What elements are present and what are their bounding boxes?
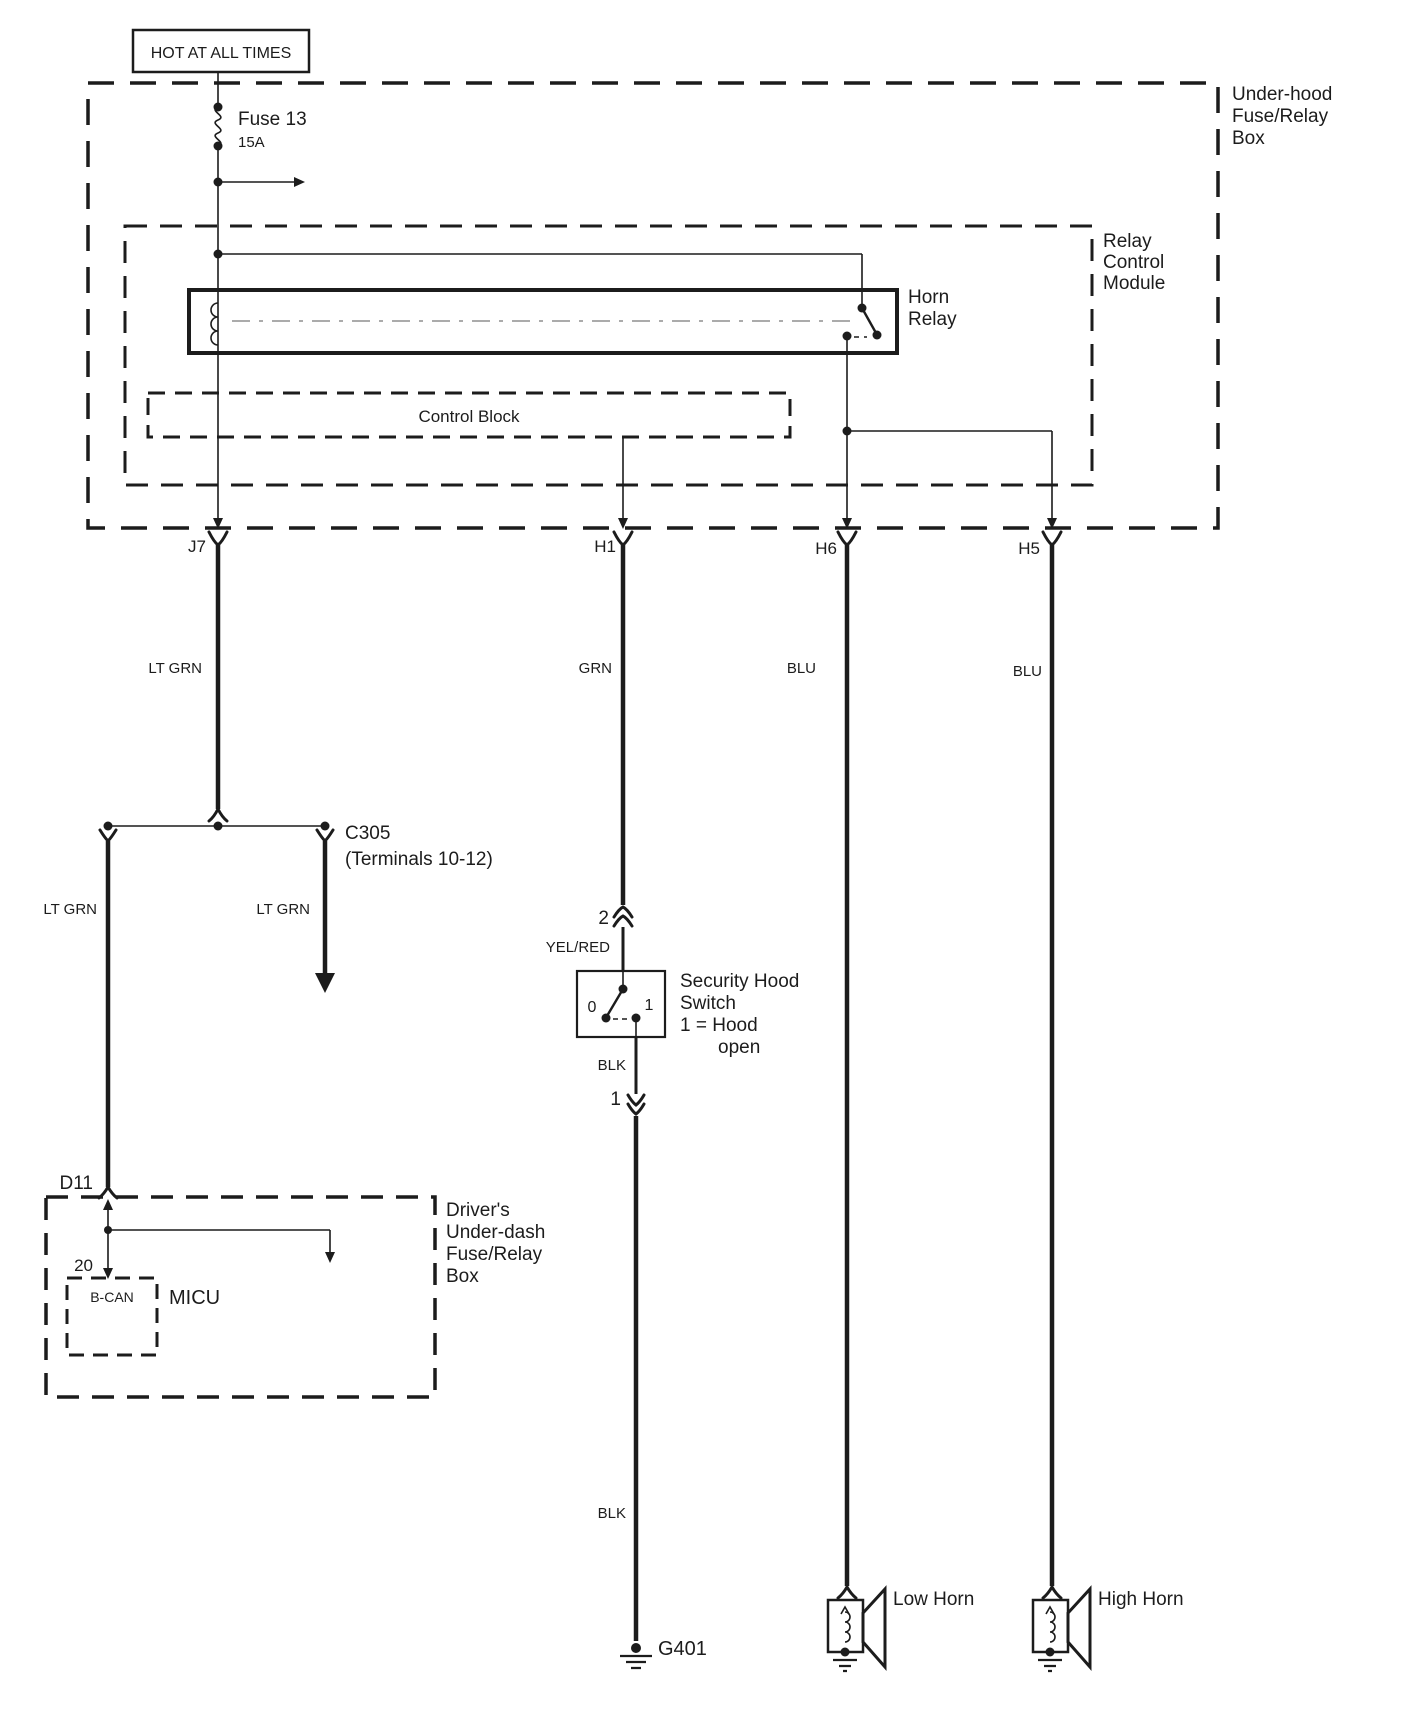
- c305-top-connector-icon: [209, 809, 227, 821]
- fuse-symbol: [215, 107, 221, 146]
- wire-to-relay-contact: [218, 254, 862, 304]
- relay-module-label-line2: Control: [1103, 252, 1165, 273]
- low-horn-circuit: [787, 545, 975, 1671]
- bcan-label: B-CAN: [90, 1289, 134, 1305]
- micu-pin-label: 20: [74, 1256, 93, 1275]
- horn-relay-label-line1: Horn: [908, 287, 950, 308]
- h1-connector-icon: [614, 532, 632, 545]
- wire-label-h5: BLU: [1012, 663, 1042, 680]
- low-horn-coil: [845, 1612, 850, 1642]
- underdash-right-down-arrow: [325, 1252, 335, 1263]
- wire-label-j7: LT GRN: [148, 660, 202, 677]
- wire-label-switch-out: BLK: [597, 1057, 626, 1074]
- high-horn-ground-dot: [1046, 1648, 1055, 1657]
- wire-label-c305-right: LT GRN: [256, 901, 310, 918]
- c305-right-branch-arrow: [315, 973, 335, 993]
- relay-module-label-line1: Relay: [1103, 231, 1152, 252]
- low-horn-label: Low Horn: [893, 1589, 975, 1610]
- wire-label-switch-in: YEL/RED: [545, 939, 610, 956]
- micu-label: MICU: [169, 1287, 221, 1309]
- underhood-fuse-relay-box: [88, 83, 1332, 528]
- high-horn-label: High Horn: [1098, 1589, 1184, 1610]
- hood-switch-label-line1: Security Hood: [680, 971, 800, 992]
- h1-label: H1: [594, 537, 616, 556]
- j7-connector-icon: [209, 532, 227, 545]
- j7-wire-run: [43, 545, 492, 1187]
- switch-pin-in-label: 2: [598, 908, 609, 929]
- h6-label: H6: [815, 539, 837, 558]
- underdash-internal-wires: [108, 1208, 330, 1268]
- relay-module-outline: [125, 226, 1092, 485]
- low-horn-connector-icon: [838, 1587, 856, 1598]
- relay-control-module-box: [125, 226, 1165, 485]
- relay-module-label-line3: Module: [1103, 273, 1166, 294]
- switch-pos0-label: 0: [587, 999, 597, 1016]
- high-horn-connector-icon: [1043, 1587, 1061, 1598]
- wire-horn-split: [847, 431, 1052, 524]
- switch-arm: [607, 989, 623, 1016]
- horn-relay-label-line2: Relay: [908, 309, 957, 330]
- d11-label: D11: [59, 1173, 93, 1194]
- switch-pin-out-label: 1: [610, 1089, 621, 1110]
- power-feed: [133, 30, 309, 524]
- underdash-label-line3: Fuse/Relay: [446, 1244, 543, 1265]
- underdash-junction-dot: [104, 1226, 112, 1234]
- c305-terminals-label: (Terminals 10-12): [345, 849, 493, 870]
- underhood-box-label-line3: Box: [1232, 128, 1265, 149]
- hot-at-all-times-label: HOT AT ALL TIMES: [150, 45, 292, 62]
- switch-out-connector-icon: [628, 1095, 644, 1114]
- high-horn-coil: [1050, 1612, 1055, 1642]
- wire-label-h1: GRN: [578, 660, 612, 677]
- high-horn-flare-icon: [1068, 1589, 1090, 1667]
- underhood-box-label-line1: Under-hood: [1232, 84, 1333, 105]
- c305-right-dot: [321, 822, 330, 831]
- g401-label: G401: [658, 1638, 707, 1660]
- low-horn-ground-dot: [841, 1648, 850, 1657]
- low-horn-ground-icon: [833, 1660, 857, 1671]
- switch-pos1-label: 1: [644, 997, 654, 1014]
- wire-label-c305-left: LT GRN: [43, 901, 97, 918]
- high-horn-ground-icon: [1038, 1660, 1062, 1671]
- fuse-rating-label: 15A: [238, 134, 265, 151]
- hood-switch-label-line2: Switch: [680, 993, 736, 1014]
- underhood-box-label-line2: Fuse/Relay: [1232, 106, 1329, 127]
- control-block: [148, 393, 790, 524]
- high-horn-circuit: [1013, 545, 1184, 1671]
- fuse-name-label: Fuse 13: [238, 109, 307, 130]
- g401-ground-dot: [631, 1643, 641, 1653]
- h6-connector-icon: [838, 532, 856, 545]
- h5-label: H5: [1018, 539, 1040, 558]
- hood-switch-circuit: [546, 545, 800, 1668]
- control-block-label: Control Block: [418, 407, 520, 426]
- underdash-label-line1: Driver's: [446, 1200, 510, 1221]
- horn-relay: [189, 250, 1052, 525]
- h5-connector-icon: [1043, 532, 1061, 545]
- hood-switch-label-line3: 1 = Hood: [680, 1015, 758, 1036]
- switch-pos0-contact: [602, 1014, 611, 1023]
- relay-switch-arm: [862, 308, 876, 333]
- c305-label: C305: [345, 823, 391, 844]
- wire-label-ground-run: BLK: [597, 1505, 626, 1522]
- hood-switch-label-line4: open: [718, 1037, 761, 1058]
- underdash-label-line4: Box: [446, 1266, 479, 1287]
- c305-left-connector-icon: [100, 830, 116, 841]
- c305-right-connector-icon: [317, 830, 333, 841]
- branch-arrow-head: [294, 177, 305, 187]
- low-horn-flare-icon: [863, 1589, 885, 1667]
- wire-label-h6: BLU: [786, 660, 816, 677]
- j7-label: J7: [188, 537, 206, 556]
- g401-ground-icon: [620, 1656, 652, 1668]
- underdash-label-line2: Under-dash: [446, 1222, 546, 1243]
- c305-left-dot: [104, 822, 113, 831]
- underdash-fuse-relay-box: [46, 1173, 545, 1397]
- relay-coil: [211, 303, 218, 345]
- relay-arm-tip: [873, 331, 882, 340]
- switch-in-connector-icon: [614, 907, 632, 926]
